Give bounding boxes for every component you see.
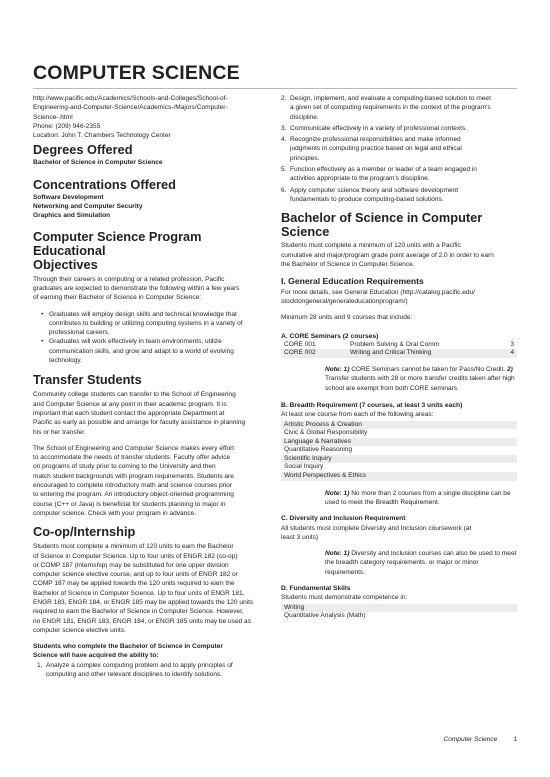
diversity-text [281, 524, 517, 543]
list-item: Quantitative Analysis (Math) [284, 612, 366, 620]
list-item: Quantitative Reasoning [284, 446, 353, 454]
footer-label: Computer Science [443, 736, 498, 743]
objectives-heading [33, 230, 265, 272]
page-number: 1 [513, 736, 517, 743]
list-item [281, 186, 517, 205]
text-line: Students who complete the Bachelor of Science in Computer [33, 643, 223, 651]
ability-list [37, 661, 265, 680]
list-item [281, 135, 517, 163]
text-line: Pacific as early as possible and arrange for faculty assistance in planning [33, 419, 246, 427]
list-item [37, 661, 265, 680]
bs-intro [281, 241, 517, 269]
text-line: Apply computer science theory and software development [290, 186, 459, 194]
text-line: Diversity and Inclusion courses can also be used to meet [349, 550, 517, 558]
text-line: professional careers. [49, 329, 110, 337]
text-line: and Computer Science at any point in their academic program. It is [33, 400, 227, 408]
text-line: on programs of study prior to coming to the University and then [33, 463, 216, 471]
concentration-item: Networking and Computer Security [33, 203, 143, 211]
text-line: Community college students can transfer to the School of Engineering [33, 391, 236, 399]
text-line: Through their careers in computing or a related profession, Pacific [33, 275, 225, 283]
text-line: Science will have acquired the ability to: [33, 652, 159, 660]
text-line: fundamentals to produce computing-based solutions. [290, 195, 444, 203]
text-line: computer science elective units. [33, 626, 126, 634]
left-column [33, 94, 265, 679]
course-title: Writing and Critical Thinking [347, 349, 499, 358]
bs-heading: Bachelor of Science in Computer Science [281, 210, 483, 240]
objectives-intro [33, 275, 265, 303]
text-line: All students must complete Diversity and Inclusion coursework (at [281, 524, 472, 532]
item-number: 1. [37, 661, 43, 669]
fundamental-heading: D. Fundamental Skills [281, 585, 351, 593]
text-line: used to meet the Breadth Requirement. [325, 498, 440, 506]
ge-minimum: Minimum 28 units and 9 courses that include: [281, 314, 413, 322]
text-line: For more details, see General Education (http://catalog.pacific.edu/ [281, 288, 475, 296]
core-table [281, 341, 517, 358]
text-line: Students must complete a minimum of 120 units with a Pacific [281, 242, 461, 250]
text-line: school are exempt from both CORE seminars. [325, 384, 459, 392]
list-item [41, 337, 265, 365]
text-line: to entering the program. An introductory object-oriented programming [33, 491, 234, 499]
text-line: technology. [49, 357, 82, 365]
text-line: cumulative and major/program grade point average of 2.0 in order to earn [281, 251, 494, 259]
text-line: No more than 2 courses from a single discipline can be [349, 489, 511, 497]
location: Location: John T. Chambers Technology Center [33, 132, 171, 140]
text-line: important that each student contact the appropriate Department at [33, 409, 225, 417]
text-line: stocktongeneral/generaleducationprogram/) [281, 297, 408, 305]
transfer-paragraph-1 [33, 390, 265, 436]
phone: Phone: (209) 946-2355 [33, 122, 101, 130]
objectives-list [33, 310, 265, 366]
list-item [281, 165, 517, 184]
text-line: the Bachelor of Science in Computer Science. [281, 260, 415, 268]
course-code: CORE 001 [284, 340, 316, 348]
core-note [281, 365, 517, 393]
text-line: contributes to building or utilizing computing systems in a variety of [49, 319, 243, 327]
transfer-paragraph-2 [33, 444, 265, 518]
fundamental-skills [281, 604, 517, 621]
course-title: Problem Solving & Oral Comm [350, 340, 440, 348]
url-line: http://www.pacific.edu/Academics/Schools-and-Colleges/School-of- [33, 95, 228, 102]
degrees-heading: Degrees Offered [33, 142, 133, 158]
text-line: Analyze a complex computing problem and to apply principles of [46, 661, 233, 669]
transfer-heading: Transfer Students [33, 372, 142, 388]
text-line: discipline. [290, 113, 319, 121]
list-item: Civic & Global Responsibility [284, 429, 368, 437]
text-line: a given set of computing requirements in the context of the program's [290, 104, 491, 112]
course-code: CORE 002 [281, 349, 347, 358]
item-number: 6. [281, 186, 287, 194]
note-label: 2) [506, 366, 513, 374]
text-line: course (C++ or Java) is beneficial for students planning to major in [33, 500, 226, 508]
text-line: no ENGR 181, ENGR 183, ENGR 184, or ENGR 185 units may be used as [33, 617, 251, 625]
table-row [281, 341, 517, 350]
list-item: Scientific Inquiry [281, 455, 517, 464]
course-units: 4 [499, 349, 517, 358]
text-line: Transfer students with 28 or more transfer credits taken after high [325, 375, 515, 383]
right-column [281, 94, 517, 621]
list-item: World Perspectives & Ethics [281, 472, 517, 481]
text-line: graduates are expected to demonstrate the following within a few years [33, 284, 240, 292]
note-label: Note: 1) [325, 366, 350, 374]
item-number: 4. [281, 136, 287, 144]
list-item [281, 124, 517, 133]
text-line: The School of Engineering and Computer Science makes every effort [33, 444, 235, 452]
text-line: computer science elective course, and up to four units of ENGR 182 or [33, 571, 238, 579]
text-line: CORE Seminars cannot be taken for Pass/No Credit. [349, 366, 507, 374]
breadth-intro: At least one course from each of the following areas: [281, 411, 434, 419]
url-line: Engineering-and-Computer-Science/Academics-/Majors/Computer- [33, 104, 228, 112]
text-line: Graduates will work effectively in team environments, utilize [49, 338, 222, 346]
breadth-note [281, 489, 517, 508]
text-line: communication skills, and grow and adapt to a world of evolving [49, 347, 234, 355]
text-line: Function effectively as a member or leader of a team engaged in [290, 166, 477, 174]
text-line: computer science. Check with your program in advance. [33, 509, 197, 517]
item-number: 5. [281, 166, 287, 174]
list-item: Language & Narratives [281, 438, 517, 447]
text-line: Communicate effectively in a variety of professional contexts. [290, 124, 468, 132]
concentrations-heading: Concentrations Offered [33, 176, 176, 192]
text-line: Bachelor of Science in Computer Science. Up to four units of ENGR 181, [33, 589, 245, 597]
text-line: Recognize professional responsibilities and make informed [290, 136, 461, 144]
item-number: 2. [281, 95, 287, 102]
text-line: least 3 units) [281, 533, 319, 541]
note-label: Note: 1) [325, 550, 350, 558]
list-item: Artistic Process & Creation [281, 421, 517, 430]
text-line: encouraged to complete introductory math and science courses prior [33, 482, 233, 490]
text-line: activities appropriate to the program's discipline. [290, 175, 430, 183]
fundamental-text: Students must demonstrate competence in: [281, 594, 408, 602]
text-line: ENGR 183, ENGR 184, or ENGR 185 may be applied towards the 120 units [33, 598, 254, 606]
concentration-item: Software Development [33, 193, 104, 201]
program-url[interactable] [33, 94, 265, 122]
heading-line: Computer Science Program Educational [33, 228, 202, 258]
coop-paragraph [33, 542, 265, 635]
core-heading: A. CORE Seminars (2 courses) [281, 332, 379, 340]
text-line: required to earn the Bachelor of Science in Computer Science. However, [33, 608, 244, 616]
list-item: Writing [281, 604, 517, 613]
ability-heading [33, 642, 265, 661]
text-line: the breadth category requirements, or major or minor requirements. [325, 559, 479, 576]
note-label: Note: 1) [325, 489, 350, 497]
coop-heading: Co-op/Internship [33, 524, 136, 540]
text-line: of earning their Bachelor of Science in Computer Science: [33, 294, 202, 302]
breadth-areas [281, 421, 517, 481]
page-title: COMPUTER SCIENCE [33, 62, 240, 84]
text-line: his or her transfer. [33, 428, 86, 436]
text-line: computing and other relevant disciplines to identify solutions. [46, 671, 223, 679]
url-line: Science-.html [33, 113, 73, 121]
item-number: 3. [281, 124, 287, 132]
ge-link[interactable] [281, 288, 517, 307]
text-line: Students must complete a minimum of 120 units to earn the Bachelor [33, 543, 234, 551]
text-line: Design, implement, and evaluate a computing-based solution to meet [290, 95, 491, 102]
table-row [281, 349, 517, 358]
text-line: COMP 187 may be applied towards the 120 units required to earn the [33, 580, 235, 588]
diversity-heading: C. Diversity and Inclusion Requirement [281, 515, 406, 523]
text-line: or COMP 187 (internship) may be substituted for one upper division [33, 561, 229, 569]
title-rule [33, 88, 517, 89]
concentration-item: Graphics and Simulation [33, 212, 111, 220]
list-item [281, 94, 517, 122]
page-footer [443, 736, 517, 743]
text-line: principles. [290, 154, 320, 162]
degree-item: Bachelor of Science in Computer Science [33, 159, 163, 167]
text-line: match student backgrounds with program requirements. Students are [33, 472, 234, 480]
heading-line: Objectives [33, 256, 98, 272]
breadth-heading: B. Breadth Requirement (7 courses, at least 3 units each) [281, 401, 463, 409]
list-item: Social Inquiry [284, 463, 324, 471]
ge-heading: I. General Education Requirements [281, 276, 424, 287]
concentration-list [33, 193, 265, 221]
ability-list-continued [281, 94, 517, 204]
text-line: to accommodate the needs of transfer students. Faculty offer advice [33, 454, 231, 462]
text-line: judgments in computing practice based on legal and ethical [290, 145, 462, 153]
text-line: Graduates will employ design skills and technical knowledge that [49, 310, 237, 318]
list-item [41, 310, 265, 338]
course-units: 3 [510, 340, 514, 348]
diversity-note [281, 549, 517, 577]
text-line: of Science in Computer Science. Up to four units of ENGR 182 (co-op) [33, 552, 238, 560]
